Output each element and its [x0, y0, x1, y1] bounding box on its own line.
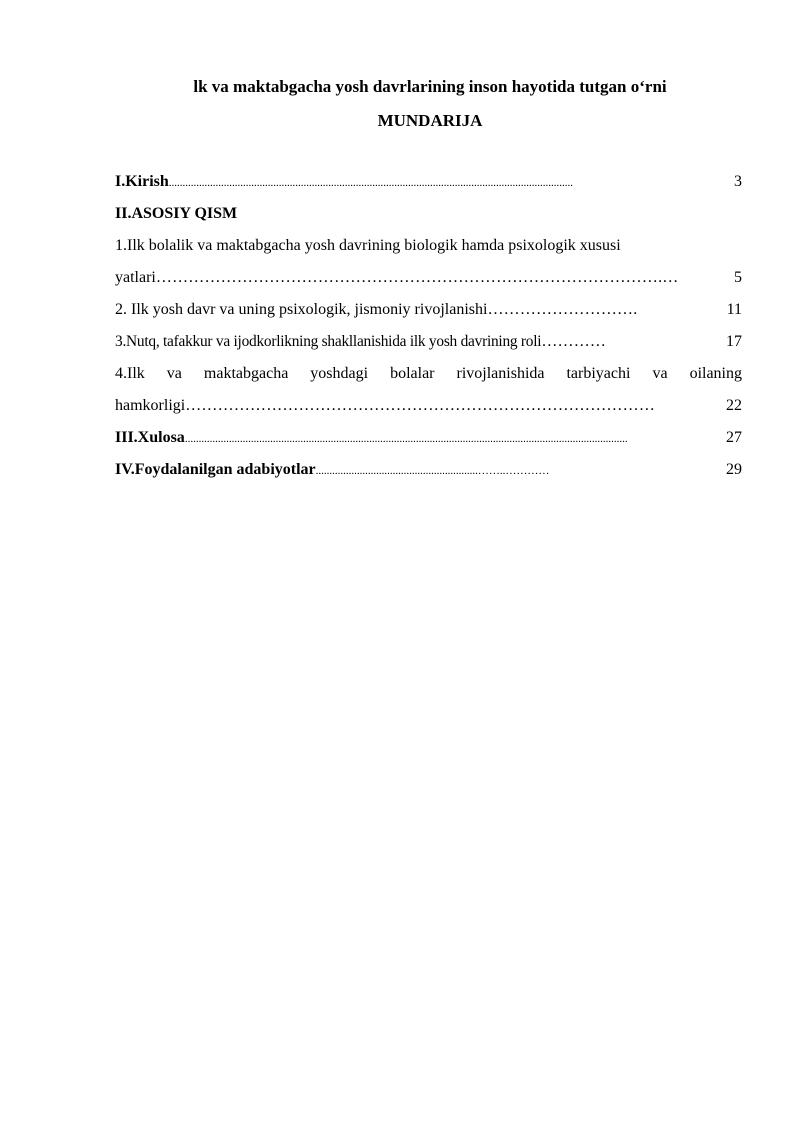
toc-page-number: 5 [734, 269, 742, 286]
toc-entry-label: IV.Foydalanilgan adabiyotlar [115, 461, 316, 478]
toc-section-asosiy-qism[interactable]: II.ASOSIY QISM [115, 205, 238, 222]
toc-word: va [166, 365, 182, 382]
toc-word: rivojlanishida [456, 365, 545, 382]
toc-entry-label: I.Kirish [115, 173, 169, 190]
toc-entry-label: 2. Ilk yosh davr va uning psixologik, jismoniy rivojlanishi [115, 301, 488, 318]
table-of-contents [115, 170, 742, 490]
toc-entry-1-line2[interactable] [115, 266, 742, 298]
toc-dot-leader: ...........................................................……..………… [315, 465, 550, 477]
toc-entry-4-line2[interactable] [115, 394, 742, 426]
toc-entry-label: 3.Nutq, tafakkur va ijodkorlikning shakllanishida ilk yosh davrining roli [115, 333, 542, 350]
toc-dot-leader: ………………………………………………………………………………….… [155, 269, 679, 286]
toc-entry-label: yatlari [115, 269, 156, 286]
toc-word: va [652, 365, 668, 382]
toc-entry-adabiyotlar[interactable] [115, 458, 742, 490]
toc-word: maktabgacha [203, 365, 289, 382]
toc-entry-label: hamkorligi [115, 397, 186, 414]
toc-word: oilaning [689, 365, 742, 382]
toc-page-number: 3 [734, 173, 742, 190]
toc-dot-leader: ………… [541, 333, 607, 350]
toc-entry-label: III.Xulosa [115, 429, 185, 446]
toc-word: 4.Ilk [115, 365, 145, 382]
toc-page-number: 17 [726, 333, 742, 350]
toc-dot-leader: …………………………………………………………………………… [185, 397, 656, 414]
toc-word: yoshdagi [310, 365, 369, 382]
toc-page-number: 11 [726, 301, 742, 318]
toc-dot-leader: ................................................................................................................................................................. [184, 433, 628, 445]
toc-word: tarbiyachi [566, 365, 631, 382]
toc-dot-leader: ................................................................................................................................................... [168, 177, 574, 189]
toc-page-number: 29 [726, 461, 742, 478]
toc-dot-leader: ………………………. [487, 301, 638, 318]
document-title: lk va maktabgacha yosh davrlarining inson hayotida tutgan o‘rni [193, 77, 667, 96]
toc-page-number: 22 [726, 397, 742, 414]
toc-entry-3[interactable] [115, 330, 742, 362]
toc-heading: MUNDARIJA [377, 111, 483, 130]
toc-entry-1-line1[interactable]: 1.Ilk bolalik va maktabgacha yosh davrining biologik hamda psixologik xususi [115, 237, 621, 254]
toc-entry-xulosa[interactable] [115, 426, 742, 458]
toc-entry-2[interactable] [115, 298, 742, 330]
toc-word: bolalar [390, 365, 435, 382]
toc-entry-4-line1[interactable] [115, 362, 742, 394]
toc-page-number: 27 [726, 429, 742, 446]
toc-entry-kirish[interactable] [115, 170, 742, 202]
